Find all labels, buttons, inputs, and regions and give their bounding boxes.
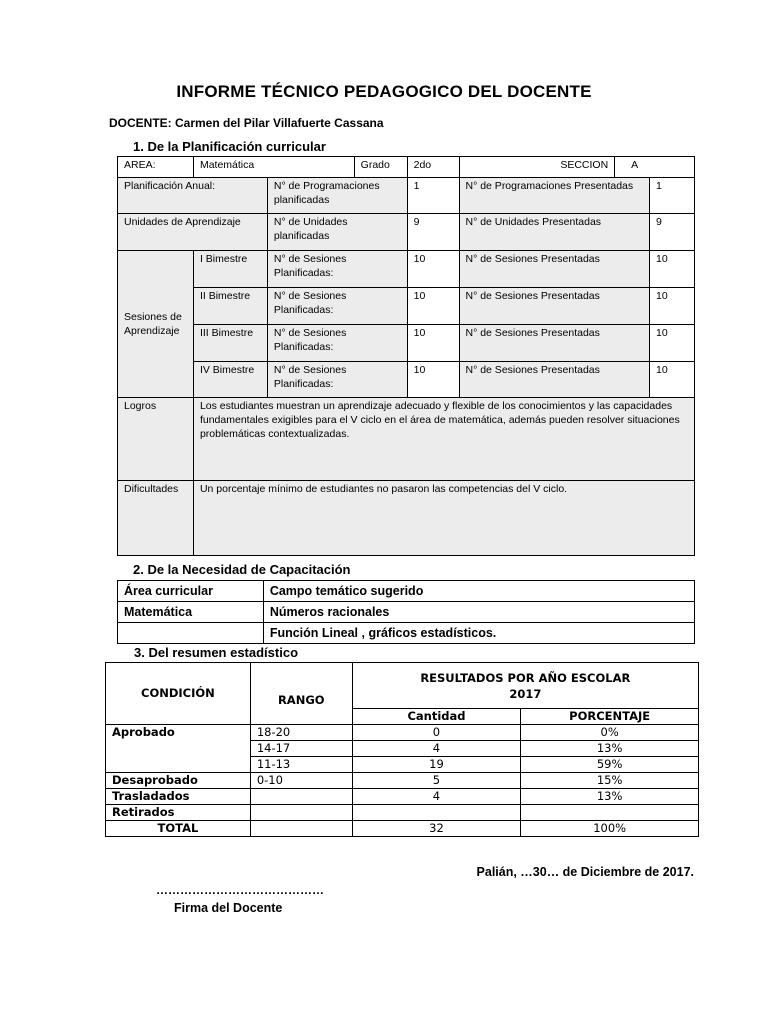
- logros-label: Logros: [118, 398, 194, 481]
- bimestre-plan-label: N° de Sesiones Planificadas:: [267, 362, 407, 398]
- bimestre-pres-label: N° de Sesiones Presentadas: [459, 288, 650, 325]
- sesiones-label: Sesiones de Aprendizaje: [118, 251, 194, 398]
- area-value: Matemática: [193, 157, 354, 178]
- porcentaje-cell: 59%: [521, 757, 699, 773]
- condicion-aprobado: Aprobado: [106, 725, 251, 773]
- bimestre-plan-label: N° de Sesiones Planificadas:: [267, 288, 407, 325]
- total-cantidad: 32: [352, 821, 521, 837]
- fecha-line: Palián, …30… de Diciembre de 2017.: [476, 865, 694, 879]
- bimestre-plan-value: 10: [407, 288, 459, 325]
- planificacion-table: [117, 156, 695, 556]
- header-year: 2017: [509, 686, 542, 701]
- area-label: AREA:: [118, 157, 194, 178]
- anual-pres-label: N° de Programaciones Presentadas: [459, 178, 650, 214]
- seccion-label: SECCION: [459, 157, 615, 178]
- unidades-label: Unidades de Aprendizaje: [118, 214, 268, 251]
- anual-pres-value: 1: [650, 178, 695, 214]
- header-rango: RANGO: [250, 663, 352, 725]
- capacitacion-header-area: Área curricular: [118, 581, 264, 602]
- unidades-plan-value: 9: [407, 214, 459, 251]
- bimestre-pres-label: N° de Sesiones Presentadas: [459, 362, 650, 398]
- capacitacion-area: Matemática: [118, 602, 264, 623]
- signature-label: Firma del Docente: [174, 901, 283, 915]
- capacitacion-table: [117, 580, 695, 644]
- rango-cell-empty: [250, 789, 352, 805]
- capacitacion-campo: Función Lineal , gráficos estadísticos.: [263, 623, 694, 644]
- unidades-pres-label: N° de Unidades Presentadas: [459, 214, 650, 251]
- bimestre-pres-value: 10: [650, 362, 695, 398]
- header-condicion: CONDICIÓN: [106, 663, 251, 725]
- cantidad-cell: 4: [352, 741, 521, 757]
- grado-label: Grado: [354, 157, 407, 178]
- bimestre-plan-label: N° de Sesiones Planificadas:: [267, 325, 407, 362]
- rango-cell: 14-17: [250, 741, 352, 757]
- porcentaje-cell: 13%: [521, 789, 699, 805]
- porcentaje-cell-empty: [521, 805, 699, 821]
- cantidad-cell: 0: [352, 725, 521, 741]
- rango-cell: 18-20: [250, 725, 352, 741]
- bimestre-plan-label: N° de Sesiones Planificadas:: [267, 251, 407, 288]
- section-1-heading: 1. De la Planificación curricular: [133, 139, 326, 154]
- bimestre-name: I Bimestre: [193, 251, 267, 288]
- anual-label: Planificación Anual:: [118, 178, 268, 214]
- condicion-desaprobado: Desaprobado: [106, 773, 251, 789]
- bimestre-pres-value: 10: [650, 251, 695, 288]
- cantidad-cell: 5: [352, 773, 521, 789]
- capacitacion-area-empty: [118, 623, 264, 644]
- bimestre-pres-value: 10: [650, 288, 695, 325]
- total-porcentaje: 100%: [521, 821, 699, 837]
- section-2-heading: 2. De la Necesidad de Capacitación: [133, 562, 351, 577]
- total-label: TOTAL: [106, 821, 251, 837]
- porcentaje-cell: 0%: [521, 725, 699, 741]
- unidades-pres-value: 9: [650, 214, 695, 251]
- condicion-retirados: Retirados: [106, 805, 251, 821]
- seccion-value: A: [615, 157, 695, 178]
- porcentaje-cell: 15%: [521, 773, 699, 789]
- capacitacion-campo: Números racionales: [263, 602, 694, 623]
- header-porcentaje: PORCENTAJE: [521, 709, 699, 725]
- rango-cell: 0-10: [250, 773, 352, 789]
- capacitacion-header-campo: Campo temático sugerido: [263, 581, 694, 602]
- grado-value: 2do: [407, 157, 459, 178]
- bimestre-pres-label: N° de Sesiones Presentadas: [459, 251, 650, 288]
- dificultades-label: Dificultades: [118, 481, 194, 556]
- cantidad-cell-empty: [352, 805, 521, 821]
- header-resultados-title: RESULTADOS POR AÑO ESCOLAR: [420, 670, 631, 685]
- bimestre-name: III Bimestre: [193, 325, 267, 362]
- porcentaje-cell: 13%: [521, 741, 699, 757]
- condicion-trasladados: Trasladados: [106, 789, 251, 805]
- bimestre-name: II Bimestre: [193, 288, 267, 325]
- unidades-plan-label: N° de Unidades planificadas: [267, 214, 407, 251]
- header-resultados: [352, 663, 698, 709]
- logros-text: Los estudiantes muestran un aprendizaje adecuado y flexible de los conocimientos y las capacidades fundamentales exigibles para el V ciclo en el área de matemática, además pueden resolver situaciones problemáticas contextualizadas.: [193, 398, 694, 481]
- resumen-table: [105, 662, 699, 837]
- bimestre-plan-value: 10: [407, 325, 459, 362]
- anual-prog-value: 1: [407, 178, 459, 214]
- bimestre-plan-value: 10: [407, 362, 459, 398]
- cantidad-cell: 19: [352, 757, 521, 773]
- cantidad-cell: 4: [352, 789, 521, 805]
- bimestre-plan-value: 10: [407, 251, 459, 288]
- rango-cell-empty: [250, 805, 352, 821]
- signature-line: ……………………………………: [156, 883, 324, 897]
- section-3-heading: 3. Del resumen estadístico: [134, 645, 299, 660]
- rango-cell: 11-13: [250, 757, 352, 773]
- page-title: INFORME TÉCNICO PEDAGOGICO DEL DOCENTE: [176, 82, 592, 101]
- anual-prog-label: N° de Programaciones planificadas: [267, 178, 407, 214]
- bimestre-pres-label: N° de Sesiones Presentadas: [459, 325, 650, 362]
- bimestre-name: IV Bimestre: [193, 362, 267, 398]
- rango-cell-empty: [250, 821, 352, 837]
- docente-line: DOCENTE: Carmen del Pilar Villafuerte Cassana: [109, 116, 384, 130]
- dificultades-text: Un porcentaje mínimo de estudiantes no pasaron las competencias del V ciclo.: [193, 481, 694, 556]
- bimestre-pres-value: 10: [650, 325, 695, 362]
- header-cantidad: Cantidad: [352, 709, 521, 725]
